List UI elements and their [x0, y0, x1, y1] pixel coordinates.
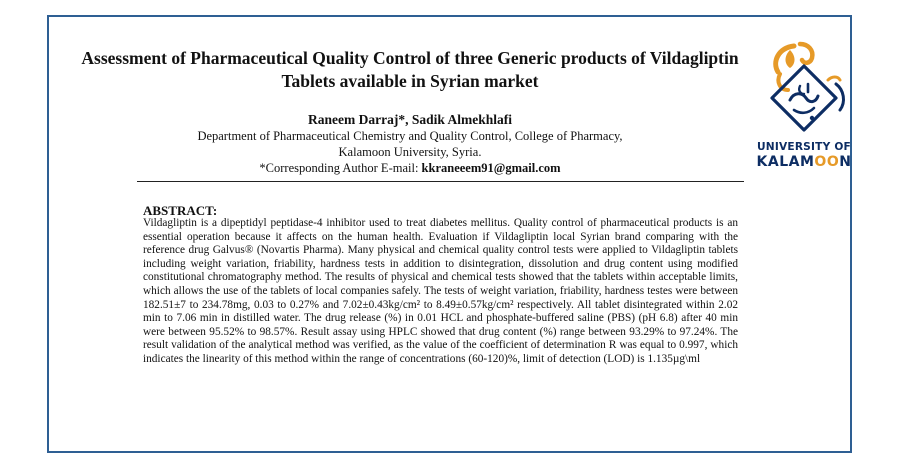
affiliation: [70, 129, 750, 160]
logo-text-kalamoon: [750, 154, 858, 170]
corresponding-author-label: *Corresponding Author E-mail:: [259, 161, 422, 175]
paper-title: Assessment of Pharmaceutical Quality Control of three Generic products of Vildagliptin Tablets available in Syrian market: [81, 48, 739, 91]
affiliation-line-2: Kalamoon University, Syria.: [338, 144, 482, 159]
corresponding-author: [70, 161, 750, 176]
logo-text-moons: OO: [814, 154, 840, 170]
abstract-text: Vildagliptin is a dipeptidyl peptidase-4 inhibitor used to treat diabetes mellitus. Quality control of pharmaceutical products is an essential operation because it affects on the human health. Evaluation if Vildagliptin local Syrian brand comparing with the reference drug Galvus® (Novartis Pharma). Many physical and chemical quality control tests were applied to Vildagliptin tablets including weight variation, friability, hardness tests in addition to disintegration, dissolution and drug content using modified constitutional chromatography method. The results of physical and chemical tests showed that the tablets within acceptable limits, which allows the use of the tablets of local companies safely. The tests of weight variation, friability, hardness testes were between 182.51±7 to 234.78mg, 0.03 to 0.27% and 7.02±0.43kg/cm² to 8.49±0.57kg/cm² respectively. All tablet disintegrated within 2.02 min to 7.06 min in distilled water. The drug release (%) in 0.01 HCL and phosphate-buffered saline (PBS) (pH 6.8) after 40 min were between 95.52% to 98.57%. Result assay using HPLC showed that drug content (%) range between 93.29% to 97.24%. The result validation of the analytical method was verified, as the value of the coefficient of determination R was equal to 0.997, which indicates the linearity of this method within the range of concentrations (60-120)%, limit of detection (LOD) is 1.135µg\ml: [143, 217, 738, 365]
logo-text-part3: N: [839, 154, 852, 170]
abstract-heading: ABSTRACT:: [143, 203, 218, 218]
university-logo: [750, 40, 858, 172]
calligraphy-emblem-icon: [750, 40, 858, 140]
affiliation-line-1: Department of Pharmaceutical Chemistry and Quality Control, College of Pharmacy,: [197, 129, 623, 143]
corresponding-email: kkraneeem91@gmail.com: [421, 161, 561, 175]
logo-text-university-of: UNIVERSITY OF: [756, 141, 851, 153]
logo-text-part1: KALAM: [756, 154, 815, 170]
paper-authors: Raneem Darraj*, Sadik Almekhlafi: [308, 112, 512, 127]
header-divider: [137, 181, 744, 182]
